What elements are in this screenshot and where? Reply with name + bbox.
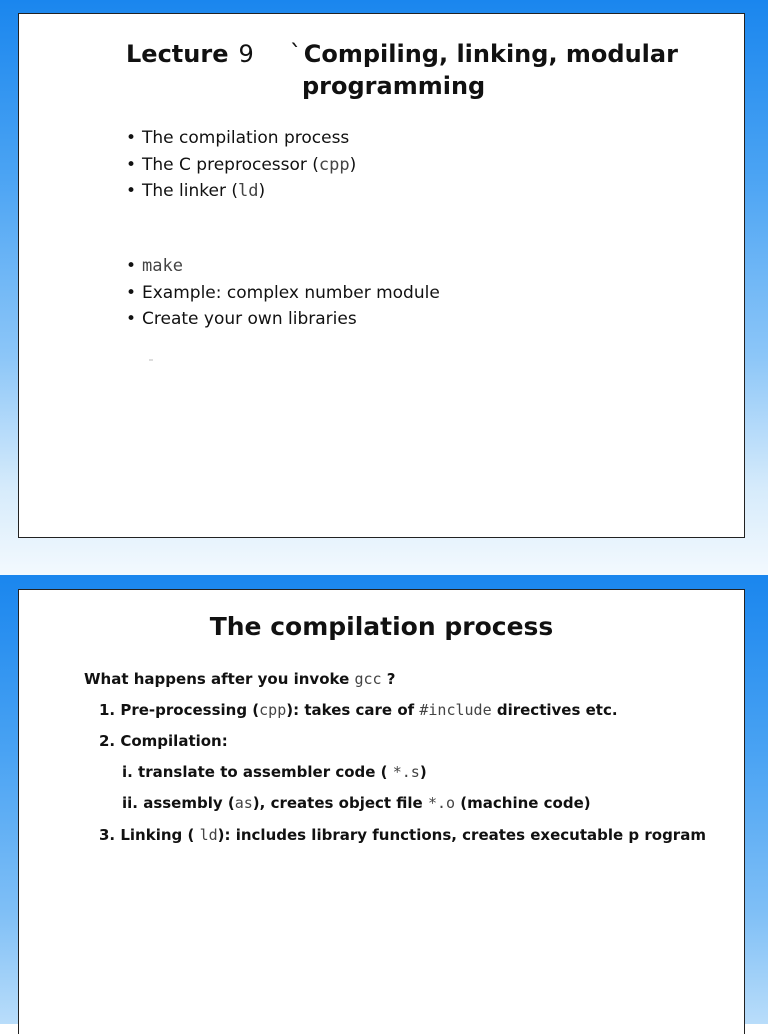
title-line-2: programming — [302, 72, 486, 100]
question-code: gcc — [354, 670, 382, 688]
slide-title: The compilation process — [209, 612, 554, 641]
bullet-text: Example: complex number module — [142, 282, 440, 303]
step-2i-line — [122, 763, 427, 781]
title-line-1: Compiling, linking, modular — [303, 40, 678, 68]
step-code: ld — [199, 826, 218, 844]
stray-mark — [149, 359, 153, 361]
step-code: as — [234, 794, 253, 812]
slide-lecture-overview — [18, 13, 745, 538]
lecture-number: 9 — [238, 40, 254, 68]
title-tick-mark: ` — [289, 40, 302, 68]
bullet-text: The linker ( — [142, 181, 238, 201]
step-text: (machine code) — [455, 794, 591, 812]
bullet-text: The C preprocessor ( — [142, 154, 319, 175]
bullet-text: The compilation process — [142, 128, 350, 148]
step-text: ): includes library functions, creates executable p rogram — [217, 826, 706, 844]
list-item — [126, 306, 440, 333]
step-code: *.o — [427, 794, 456, 812]
slide-compilation-process — [18, 589, 745, 1034]
question-text: What happens after you invoke — [84, 670, 355, 688]
step-text: ) — [419, 763, 427, 781]
list-item — [126, 280, 440, 307]
step-text: directives etc. — [491, 701, 618, 719]
bullet-text-after: ) — [258, 181, 266, 201]
step-1-line — [99, 701, 618, 719]
step-text: 3. Linking ( — [99, 826, 200, 844]
topic-list-2 — [126, 253, 440, 333]
step-2-line — [99, 732, 228, 750]
question-end: ? — [381, 670, 396, 688]
step-text: 2. Compilation: — [99, 732, 228, 750]
step-text: 1. Pre-processing ( — [99, 701, 260, 719]
list-item — [126, 253, 440, 280]
step-2ii-line — [122, 794, 591, 812]
list-item — [126, 125, 356, 152]
list-item — [126, 178, 356, 205]
bullet-code: ld — [237, 181, 259, 201]
list-item — [126, 152, 356, 179]
step-code: #include — [419, 701, 492, 719]
bullet-text: Create your own libraries — [142, 309, 357, 329]
bullet-text-after: ) — [349, 154, 357, 175]
step-code: *.s — [392, 763, 420, 781]
bullet-code: make — [142, 256, 183, 276]
step-code: cpp — [259, 701, 287, 719]
question-line — [84, 670, 396, 688]
step-text: i. translate to assembler code ( — [122, 763, 393, 781]
step-3-line — [99, 826, 706, 844]
topic-list-1 — [126, 125, 356, 205]
step-text: ): takes care of — [286, 701, 420, 719]
step-text: ), creates object file — [252, 794, 428, 812]
step-text: ii. assembly ( — [122, 794, 235, 812]
bullet-code: cpp — [318, 154, 350, 175]
slide-title — [126, 38, 686, 102]
title-prefix: Lecture — [126, 40, 229, 68]
